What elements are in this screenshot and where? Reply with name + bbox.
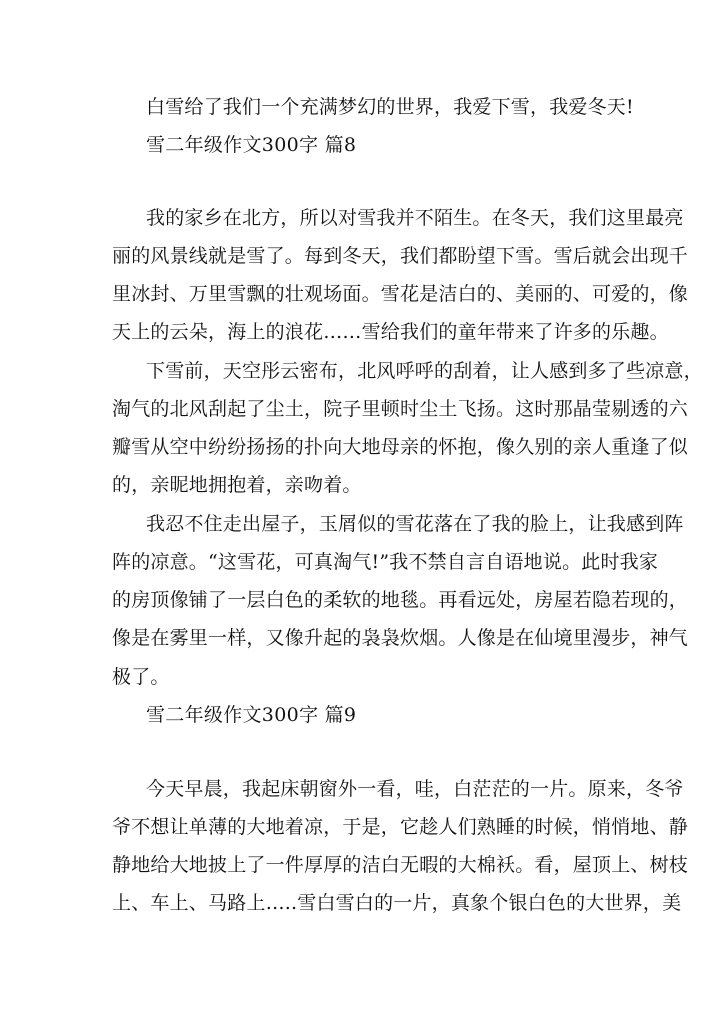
section-9-p1-line-4: 上、车上、马路上…..雪白雪白的一片，真象个银白色的大世界，美	[112, 892, 682, 914]
section-8-p1-line-3: 里冰封、万里雪飘的壮观场面。雪花是洁白的、美丽的、可爱的，像	[112, 283, 689, 305]
section-8-p3-line-1: 我忍不住走出屋子，玉屑似的雪花落在了我的脸上，让我感到阵	[146, 513, 684, 535]
section-8-p2-line-1: 下雪前，天空彤云密布，北风呼呼的刮着，让人感到多了些凉意，	[146, 360, 703, 382]
intro-line: 白雪给了我们一个充满梦幻的世界，我爱下雪，我爱冬天!	[146, 96, 634, 118]
section-8-p2-line-2: 淘气的北风刮起了尘土，院子里顿时尘土飞扬。这时那晶莹剔透的六	[112, 398, 689, 420]
section-8-p3-line-2: 阵的凉意。“这雪花，可真淘气!”我不禁自言自语地说。此时我家	[112, 551, 659, 573]
section-8-heading: 雪二年级作文300字 篇8	[146, 134, 357, 156]
section-8-p1-line-1: 我的家乡在北方，所以对雪我并不陌生。在冬天，我们这里最亮	[146, 207, 684, 229]
section-8-p2-line-4: 的，亲昵地拥抱着，亲吻着。	[112, 474, 362, 496]
section-8-p2-line-3: 瓣雪从空中纷纷扬扬的扑向大地母亲的怀抱，像久别的亲人重逢了似	[112, 436, 689, 458]
section-9-p1-line-3: 静地给大地披上了一件厚厚的洁白无暇的大棉袄。看，屋顶上、树枝	[112, 854, 689, 876]
section-8-p3-line-3: 的房顶像铺了一层白色的柔软的地毯。再看远处，房屋若隐若现的，	[112, 589, 689, 611]
section-8-p1-line-2: 丽的风景线就是雪了。每到冬天，我们都盼望下雪。雪后就会出现千	[112, 245, 689, 267]
section-9-p1-line-1: 今天早晨，我起床朝窗外一看，哇，白茫茫的一片。原来，冬爷	[146, 778, 684, 800]
section-9-heading: 雪二年级作文300字 篇9	[146, 704, 357, 726]
section-8-p3-line-4: 像是在雾里一样，又像升起的袅袅炊烟。人像是在仙境里漫步，神气	[112, 627, 689, 649]
section-8-p1-line-4: 天上的云朵，海上的浪花……雪给我们的童年带来了许多的乐趣。	[112, 321, 669, 343]
section-8-p3-line-5: 极了。	[112, 666, 170, 688]
section-9-p1-line-2: 爷不想让单薄的大地着凉，于是，它趁人们熟睡的时候，悄悄地、静	[112, 816, 689, 838]
